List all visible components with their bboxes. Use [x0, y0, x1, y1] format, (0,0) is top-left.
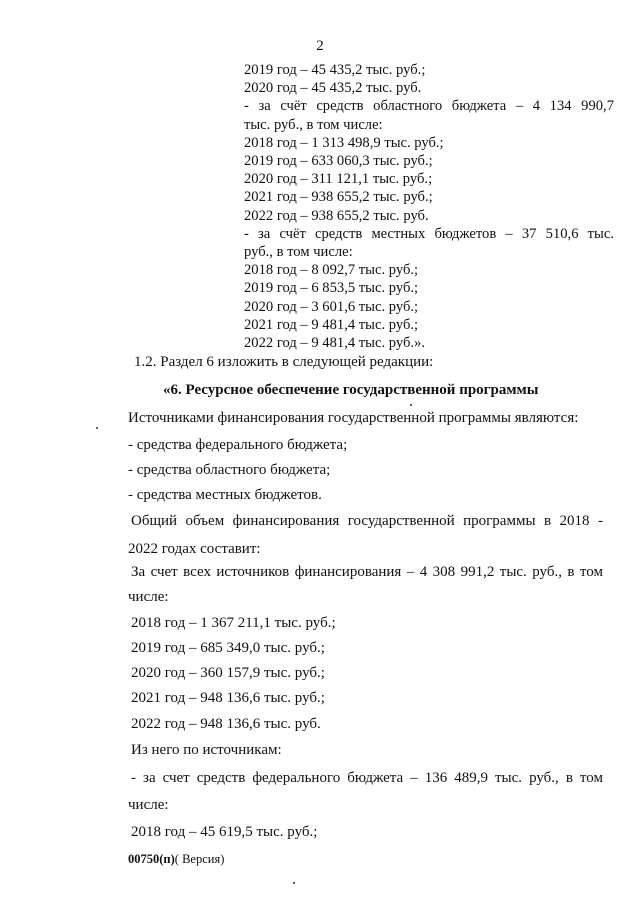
year-total: 2022 год – 948 136,6 тыс. руб. [131, 716, 321, 732]
all-sources-line: числе: [128, 589, 169, 605]
text-line: 2021 год – 938 655,2 тыс. руб.; [244, 189, 433, 206]
section-heading: «6. Ресурсное обеспечение государственной программы [163, 382, 539, 398]
section-intro: 1.2. Раздел 6 изложить в следующей редакции: [134, 354, 434, 370]
text-line: - за счёт средств местных бюджетов – 37 510,6 тыс. [244, 225, 614, 242]
year-total: 2018 год – 1 367 211,1 тыс. руб.; [131, 615, 336, 631]
source-item: - средства местных бюджетов. [128, 487, 322, 503]
year-total: 2020 год – 360 157,9 тыс. руб.; [131, 665, 325, 681]
page-number: 2 [316, 38, 324, 54]
all-sources-line: За счет всех источников финансирования – 4 308 991,2 тыс. руб., в том [131, 564, 603, 580]
footer-version: ( Версия) [174, 852, 225, 866]
federal-year: 2018 год – 45 619,5 тыс. руб.; [131, 824, 318, 840]
text-line: 2019 год – 633 060,3 тыс. руб.; [244, 153, 433, 170]
text-line: 2019 год – 6 853,5 тыс. руб.; [244, 280, 419, 297]
text-line: - за счёт средств областного бюджета – 4 134 990,7 [244, 98, 614, 115]
by-sources-intro: Из него по источникам: [131, 742, 282, 758]
scan-speck [96, 427, 98, 429]
federal-line: - за счет средств федерального бюджета – 136 489,9 тыс. руб., в том [131, 770, 603, 786]
source-item: - средства федерального бюджета; [128, 437, 348, 453]
sources-intro: Источниками финансирования государственной программы являются: [128, 410, 579, 426]
text-line: 2019 год – 45 435,2 тыс. руб.; [244, 62, 426, 78]
text-line: 2022 год – 9 481,4 тыс. руб.». [244, 335, 425, 352]
text-line: 2020 год – 45 435,2 тыс. руб. [244, 80, 422, 97]
year-total: 2019 год – 685 349,0 тыс. руб.; [131, 640, 325, 656]
text-line: 2018 год – 8 092,7 тыс. руб.; [244, 262, 419, 279]
scan-speck [293, 882, 295, 884]
continued-funding-list [244, 61, 614, 352]
text-line: 2018 год – 1 313 498,9 тыс. руб.; [244, 134, 444, 151]
total-line: 2022 годах составит: [128, 541, 261, 557]
text-line: 2021 год – 9 481,4 тыс. руб.; [244, 316, 419, 333]
text-line: 2022 год – 938 655,2 тыс. руб. [244, 207, 429, 224]
scan-speck [410, 404, 412, 406]
footer-code: 00750(п) [128, 852, 175, 866]
document-footer [128, 852, 224, 867]
year-total: 2021 год – 948 136,6 тыс. руб.; [131, 690, 325, 706]
text-line: тыс. руб., в том числе: [244, 116, 383, 133]
source-item: - средства областного бюджета; [128, 462, 331, 478]
total-line: Общий объем финансирования государственной программы в 2018 - [131, 513, 603, 529]
federal-line: числе: [128, 797, 169, 813]
text-line: 2020 год – 311 121,1 тыс. руб.; [244, 171, 433, 188]
text-line: руб., в том числе: [244, 244, 353, 261]
text-line: 2020 год – 3 601,6 тыс. руб.; [244, 298, 419, 315]
